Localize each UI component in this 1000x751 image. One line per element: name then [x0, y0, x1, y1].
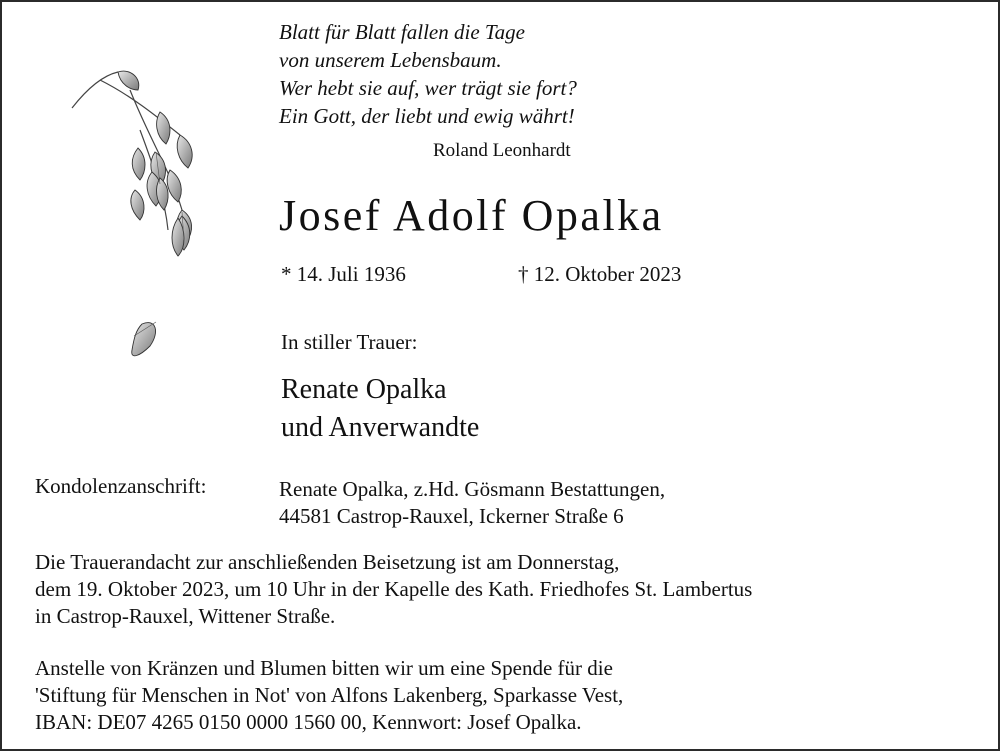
condolence-label: Kondolenzanschrift: [35, 474, 207, 498]
poem-line: Blatt für Blatt fallen die Tage [279, 20, 525, 44]
condolence-address [279, 476, 665, 530]
mourning-intro: In stiller Trauer: [281, 330, 418, 354]
mourner-name: und Anverwandte [281, 412, 480, 443]
poem-line: Ein Gott, der liebt und ewig währt! [279, 104, 575, 128]
death-date: † 12. Oktober 2023 [518, 262, 682, 286]
address-line: Renate Opalka, z.Hd. Gösmann Bestattungen, [279, 477, 666, 501]
donation-paragraph [35, 655, 623, 736]
poem-author: Roland Leonhardt [433, 140, 571, 161]
address-line: 44581 Castrop-Rauxel, Ickerner Straße 6 [279, 504, 624, 528]
service-line: dem 19. Oktober 2023, um 10 Uhr in der Kapelle des Kath. Friedhofes St. Lambertus [35, 577, 753, 601]
service-line: in Castrop-Rauxel, Wittener Straße. [35, 604, 336, 628]
birth-date: * 14. Juli 1936 [281, 262, 406, 286]
birch-branch-leaves-icon [60, 60, 220, 380]
service-line: Die Trauerandacht zur anschließenden Beisetzung ist am Donnerstag, [35, 550, 620, 574]
deceased-name: Josef Adolf Opalka [279, 191, 664, 240]
donation-line: 'Stiftung für Menschen in Not' von Alfons Lakenberg, Sparkasse Vest, [35, 683, 624, 707]
mourner-name: Renate Opalka [281, 374, 447, 405]
poem-line: Wer hebt sie auf, wer trägt sie fort? [279, 76, 577, 100]
poem [279, 18, 577, 130]
poem-line: von unserem Lebensbaum. [279, 48, 502, 72]
service-paragraph [35, 549, 752, 630]
mourners [281, 371, 479, 447]
donation-line: Anstelle von Kränzen und Blumen bitten wir um eine Spende für die [35, 656, 613, 680]
donation-line: IBAN: DE07 4265 0150 0000 1560 00, Kennwort: Josef Opalka. [35, 710, 582, 734]
